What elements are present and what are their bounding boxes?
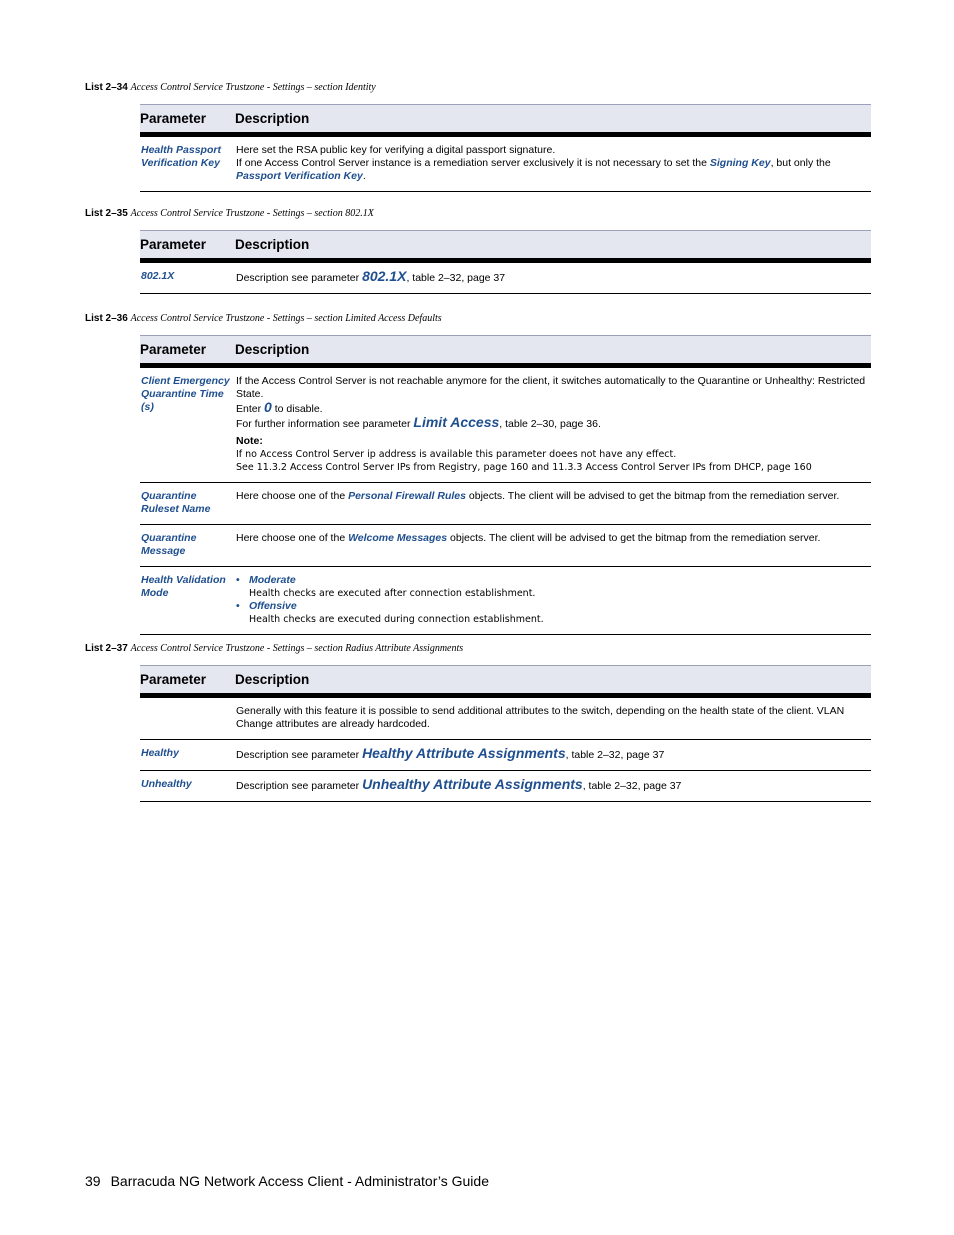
zero-value: 0	[264, 399, 272, 415]
note-text: If no Access Control Server ip address is available this parameter doees not have any effect.	[236, 449, 677, 460]
8021x-link[interactable]: 802.1X	[362, 268, 407, 284]
page-number: 39	[85, 1173, 101, 1189]
table-row	[140, 771, 871, 802]
description-line	[236, 157, 870, 183]
table-row	[140, 366, 871, 483]
list-caption-radius	[85, 643, 463, 654]
text-span: to disable.	[271, 403, 323, 415]
parameter-description	[235, 567, 871, 635]
column-header-description: Description	[235, 231, 871, 261]
parameter-description: Generally with this feature it is possible to send additional attributes to the switch, depending on the health state of the client. VLAN Change attributes are already hardcoded.	[235, 696, 871, 740]
column-header-parameter: Parameter	[140, 666, 235, 696]
text-span: Description see parameter	[236, 272, 363, 284]
list-item	[236, 600, 870, 626]
list-number: List 2–36	[85, 313, 128, 324]
parameter-description	[235, 135, 871, 192]
list-number: List 2–37	[85, 643, 128, 654]
healthy-attribute-assignments-link[interactable]: Healthy Attribute Assignments	[362, 745, 566, 761]
parameter-name: Healthy	[140, 740, 235, 771]
column-header-description: Description	[235, 336, 871, 366]
parameter-name: Health Passport Verification Key	[140, 135, 235, 192]
bullet-icon: •	[236, 574, 240, 586]
table-row	[140, 135, 871, 192]
signing-key-link[interactable]: Signing Key	[709, 157, 771, 169]
list-caption-8021x	[85, 208, 374, 219]
text-span: objects. The client will be advised to get the bitmap from the remediation server.	[465, 490, 840, 502]
list-title: Access Control Service Trustzone - Settings – section Limited Access Defaults	[130, 313, 442, 324]
limit-access-link[interactable]: Limit Access	[413, 414, 500, 430]
page-footer	[85, 1173, 489, 1189]
description-line: Here set the RSA public key for verifying a digital passport signature.	[236, 144, 556, 156]
option-description: Health checks are executed after connection establishment.	[249, 588, 536, 599]
parameter-name: Unhealthy	[140, 771, 235, 802]
parameter-name: Quarantine Ruleset Name	[140, 483, 235, 525]
option-description: Health checks are executed during connection establishment.	[249, 614, 544, 625]
limited-access-table	[140, 335, 871, 635]
text-span: .	[362, 170, 366, 182]
text-span: , table 2–30, page 36.	[499, 418, 601, 430]
table-row	[140, 483, 871, 525]
list-title: Access Control Service Trustzone - Settings – section Identity	[130, 82, 376, 93]
document-title: Barracuda NG Network Access Client - Administrator’s Guide	[110, 1173, 489, 1189]
list-title: Access Control Service Trustzone - Settings – section 802.1X	[130, 208, 374, 219]
text-span: objects. The client will be advised to get the bitmap from the remediation server.	[447, 532, 821, 544]
list-number: List 2–35	[85, 208, 128, 219]
parameter-description	[235, 261, 871, 294]
column-header-description: Description	[235, 105, 871, 135]
parameter-name: 802.1X	[140, 261, 235, 294]
option-name: Moderate	[249, 574, 296, 586]
table-row	[140, 525, 871, 567]
table-row	[140, 567, 871, 635]
text-span: For further information see parameter	[236, 418, 414, 430]
unhealthy-attribute-assignments-link[interactable]: Unhealthy Attribute Assignments	[362, 776, 583, 792]
description-line	[236, 401, 870, 416]
parameter-description	[235, 366, 871, 483]
table-row	[140, 696, 871, 740]
passport-verification-key-link[interactable]: Passport Verification Key	[236, 170, 363, 182]
parameter-description	[235, 740, 871, 771]
parameter-description	[235, 771, 871, 802]
parameter-name: Client Emergency Quarantine Time (s)	[140, 366, 235, 483]
8021x-table	[140, 230, 871, 294]
parameter-name: Quarantine Message	[140, 525, 235, 567]
list-number: List 2–34	[85, 82, 128, 93]
option-list	[236, 574, 870, 626]
identity-table	[140, 104, 871, 192]
description-line	[236, 416, 870, 431]
text-span: Here choose one of the	[236, 532, 349, 544]
list-caption-identity	[85, 82, 376, 93]
description-line: If the Access Control Server is not reachable anymore for the client, it switches automatically to the Quarantine or Unhealthy: Restricted State.	[236, 375, 866, 400]
column-header-parameter: Parameter	[140, 105, 235, 135]
bullet-icon: •	[236, 600, 240, 612]
list-title: Access Control Service Trustzone - Settings – section Radius Attribute Assignments	[130, 643, 464, 654]
column-header-parameter: Parameter	[140, 231, 235, 261]
list-caption-limited-access	[85, 313, 442, 324]
text-span: Description see parameter	[236, 780, 363, 792]
text-span: , but only the	[770, 157, 831, 169]
text-span: , table 2–32, page 37	[582, 780, 682, 792]
personal-firewall-rules-link[interactable]: Personal Firewall Rules	[348, 490, 466, 502]
table-row	[140, 740, 871, 771]
text-span: Enter	[236, 403, 265, 415]
column-header-description: Description	[235, 666, 871, 696]
radius-attribute-table	[140, 665, 871, 802]
table-row	[140, 261, 871, 294]
note-text: See 11.3.2 Access Control Server IPs from Registry, page 160 and 11.3.3 Access Control Server IPs from DHCP, page 160	[236, 462, 812, 473]
parameter-name: Health Validation Mode	[140, 567, 235, 635]
text-span: , table 2–32, page 37	[406, 272, 506, 284]
note-label: Note:	[236, 435, 263, 447]
option-name: Offensive	[249, 600, 297, 612]
text-span: Description see parameter	[236, 749, 363, 761]
parameter-description	[235, 525, 871, 567]
text-span: , table 2–32, page 37	[565, 749, 665, 761]
welcome-messages-link[interactable]: Welcome Messages	[348, 532, 448, 544]
text-span: Here choose one of the	[236, 490, 349, 502]
list-item	[236, 574, 870, 600]
parameter-description	[235, 483, 871, 525]
column-header-parameter: Parameter	[140, 336, 235, 366]
parameter-name	[140, 696, 235, 740]
text-span: If one Access Control Server instance is a remediation server exclusively it is not necessary to set the	[236, 157, 710, 169]
